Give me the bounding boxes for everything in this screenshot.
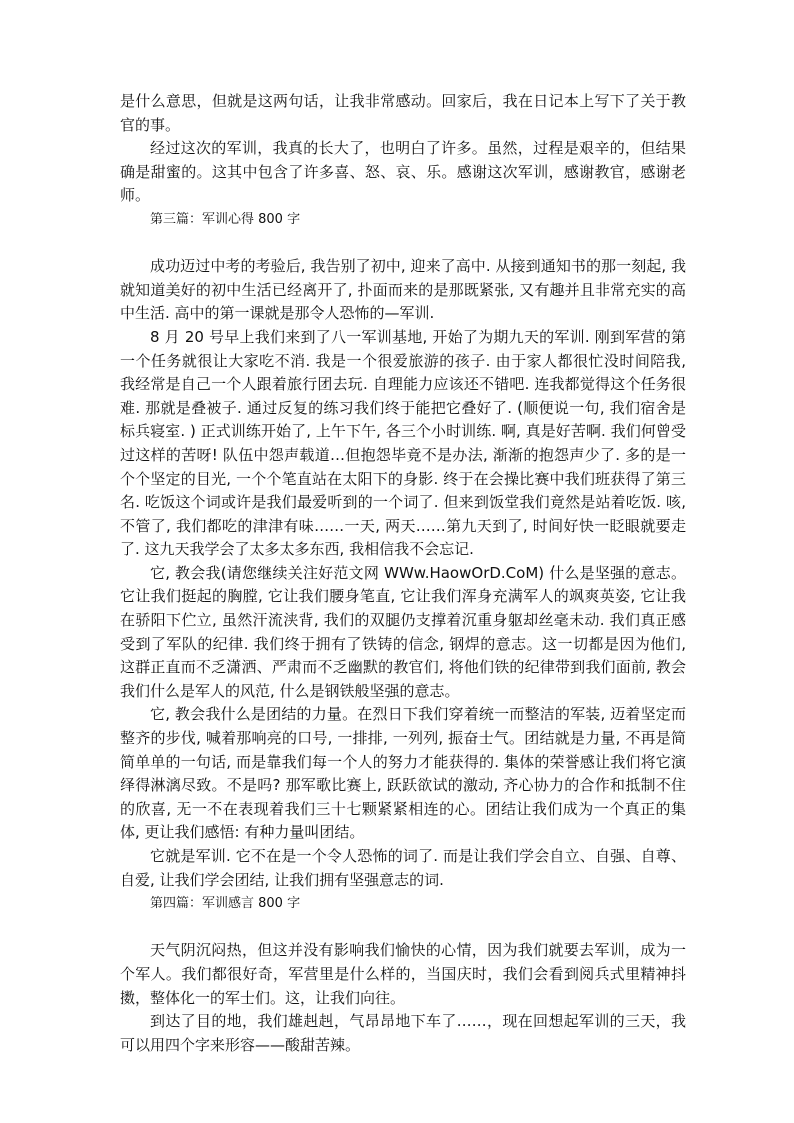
paragraph: 它就是军训. 它不在是一个令人恐怖的词了. 而是让我们学会自立、自强、自尊、自爱, 让我们学会团结, 让我们拥有坚强意志的词.	[120, 847, 686, 889]
paragraph: 它, 教会我(请您继续关注好范文网 WWw.HaowOrD.CoM) 什么是坚强的意志。它让我们挺起的胸膛, 它让我们腰身笔直, 它让我们浑身充满军人的飒爽英姿, 它让我在骄阳下伫立, 虽然汗流浃背, 我们的双腿仍支撑着沉重身躯却丝毫未动. 我们真正感受到了军队的纪律. 我们终于拥有了铁铸的信念, 钢焊的意志。这一切都是因为他们, 这群正直而不乏潇洒、严肃而不乏幽默的教官们, 将他们铁的纪律带到我们面前, 教会我们什么是军人的风范, 什么是钢铁般坚强的意志。	[120, 563, 686, 700]
paragraph: 它, 教会我什么是团结的力量。在烈日下我们穿着统一而整洁的军装, 迈着坚定而整齐的步伐, 喊着那响亮的口号, 一排排, 一列列, 振奋士气。团结就是力量, 不再是简简单单的一句话, 而是靠我们每一个人的努力才能获得的. 集体的荣誉感让我们将它演绎得淋漓尽致。不是吗? 那军歌比赛上, 跃跃欲试的激动, 齐心协力的合作和抵制不住的欣喜, 无一不在表现着我们三十七颗紧紧相连的心。团结让我们成为一个真正的集体, 更让我们感悟: 有种力量叫团结。	[120, 705, 686, 842]
blank-line	[120, 916, 686, 940]
paragraph: 是什么意思，但就是这两句话，让我非常感动。回家后，我在日记本上写下了关于教官的事。	[120, 92, 686, 134]
section-heading: 第三篇：军训心得 800 字	[150, 211, 301, 227]
blank-line	[120, 232, 686, 256]
paragraph: 成功迈过中考的考验后, 我告别了初中, 迎来了高中. 从接到通知书的那一刻起, 我就知道美好的初中生活已经离开了, 扑面而来的是那既紧张, 又有趣并且非常充实的高中生活. 高中的第一课就是那令人恐怖的—军训.	[120, 257, 686, 323]
section-heading: 第四篇：军训感言 800 字	[150, 896, 301, 912]
document-page	[120, 90, 686, 1057]
paragraph: 天气阴沉闷热，但这并没有影响我们愉快的心情，因为我们就要去军训，成为一个军人。我们都很好奇，军营里是什么样的，当国庆时，我们会看到阅兵式里精神抖擞，整体化一的军士们。这，让我们向往。	[120, 941, 686, 1007]
paragraph: 8 月 20 号早上我们来到了八一军训基地, 开始了为期九天的军训. 刚到军营的第一个任务就很让大家吃不消. 我是一个很爱旅游的孩子. 由于家人都很忙没时间陪我, 我经常是自己一个人跟着旅行团去玩. 自理能力应该还不错吧. 连我都觉得这个任务很难. 那就是叠被子. 通过反复的练习我们终于能把它叠好了. (顺便说一句, 我们宿舍是标兵寝室. ) 正式训练开始了, 上午下午, 各三个小时训练. 啊, 真是好苦啊. 我们何曾受过这样的苦呀! 队伍中怨声载道…但抱怨毕竟不是办法, 渐渐的抱怨声少了. 多的是一个个坚定的目光, 一个个笔直站在太阳下的身影. 终于在会操比赛中我们班获得了第三名. 吃饭这个词或许是我们最爱听到的一个词了. 但来到饭堂我们竟然是站着吃饭. 咳, 不管了, 我们都吃的津津有味……一天, 两天……第九天到了, 时间好快一眨眼就要走了. 这九天我学会了太多太多东西, 我相信我不会忘记.	[120, 327, 686, 559]
paragraph: 经过这次的军训，我真的长大了，也明白了许多。虽然，过程是艰辛的，但结果确是甜蜜的。这其中包含了许多喜、怒、哀、乐。感谢这次军训，感谢教官，感谢老师。	[120, 139, 686, 205]
paragraph: 到达了目的地，我们雄赳赳，气昂昂地下车了……，现在回想起军训的三天，我可以用四个字来形容——酸甜苦辣。	[120, 1012, 686, 1054]
